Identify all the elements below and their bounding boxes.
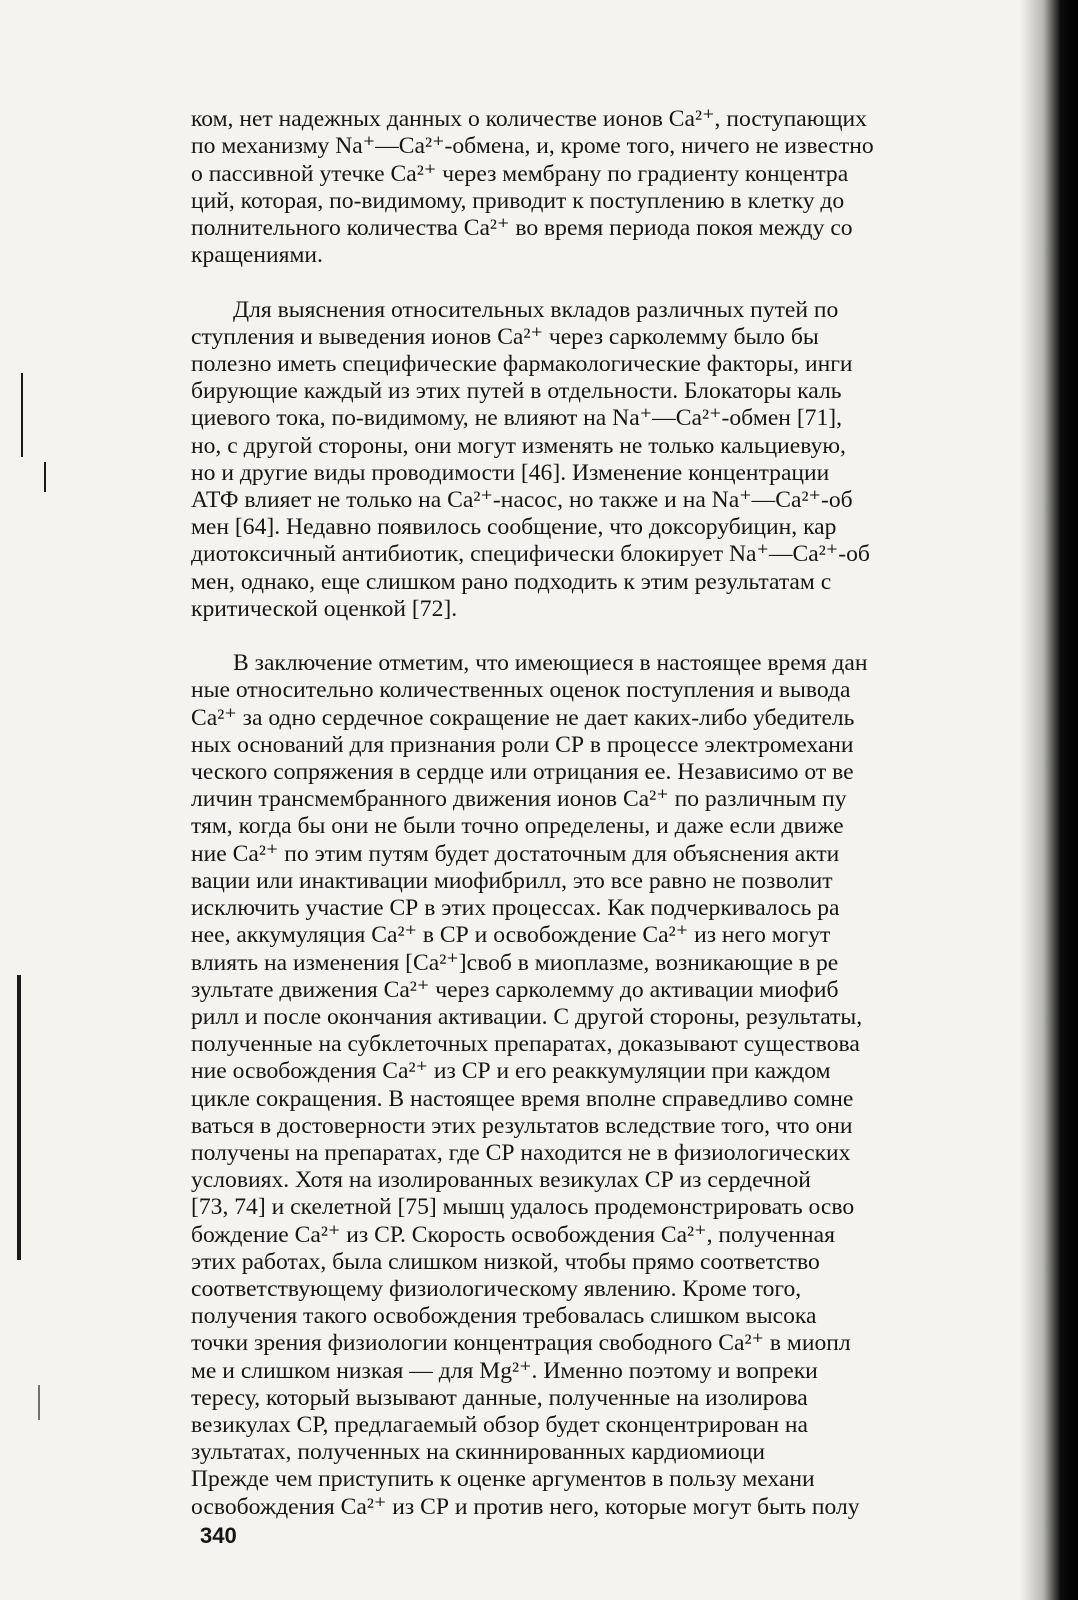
scan-edge-marks: [0, 0, 80, 1600]
body-text: [191, 79, 1015, 1548]
page-number: 340: [200, 1523, 237, 1548]
paragraph-1: ком, нет надежных данных о количестве ионов Ca²⁺, поступающих по механизму Na⁺—Ca²⁺-обмена, и, кроме того, ничего не известно о пассивной утечке Ca²⁺ через мембрану по градиенту концентра ций, которая, по-видимому, приводит к поступлению в клетку до полнительного количества Ca²⁺ во время периода покоя между со кращениями.: [191, 106, 874, 269]
binding-shadow: [1020, 0, 1078, 1600]
paragraph-2: Для выяснения относительных вкладов различных путей по ступления и выведения ионов Ca²⁺ через сарколемму было бы полезно иметь специфические фармакологические факторы, инги бирующие каждый из этих путей в отдельности. Блокаторы каль циевого тока, по-видимому, не влияют на Na⁺—Ca²⁺-обмен [71], но, с другой стороны, они могут изменять не только кальциевую, но и другие виды проводимости [46]. Изменение концентрации АТФ влияет не только на Ca²⁺-насос, но также и на Na⁺—Ca²⁺-об мен [64]. Недавно появилось сообщение, что доксорубицин, кар диотоксичный антибиотик, специфически блокирует Na⁺—Ca²⁺-об мен, однако, еще слишком рано подходить к этим результатам с критической оценкой [72].: [191, 296, 870, 622]
paragraph-3: В заключение отметим, что имеющиеся в настоящее время дан ные относительно количественных оценок поступления и вывода Ca²⁺ за одно сердечное сокращение не дает каких-либо убедитель ных оснований для признания роли СР в процессе электромехани ческого сопряжения в сердце или отрицания ее. Независимо от ве личин трансмембранного движения ионов Ca²⁺ по различным пу тям, когда бы они не были точно определены, и даже если движе ние Ca²⁺ по этим путям будет достаточным для объяснения акти вации или инактивации миофибрилл, это все равно не позволит исключить участие СР в этих процессах. Как подчеркивалось ра нее, аккумуляция Ca²⁺ в СР и освобождение Ca²⁺ из него могут влиять на изменения [Ca²⁺]своб в миоплазме, возникающие в ре зультате движения Ca²⁺ через сарколемму до активации миофиб рилл и после окончания активации. С другой стороны, результаты, полученные на субклеточных препаратах, доказывают существова ние освобождения Ca²⁺ из СР и его реаккумуляции при каждом цикле сокращения. В настоящее время вполне справедливо сомне ваться в достоверности этих результатов вследствие того, что они получены на препаратах, где СР находится не в физиологических условиях. Хотя на изолированных везикулах СР из сердечной [73, 74] и скелетной [75] мышц удалось продемонстрировать осво бождение Ca²⁺ из СР. Скорость освобождения Ca²⁺, полученная этих работах, была слишком низкой, чтобы прямо соответство соответствующему физиологическому явлению. Кроме того, получения такого освобождения требовалась слишком высока точки зрения физиологии концентрация свободного Ca²⁺ в миопл ме и слишком низкая — для Mg²⁺. Именно поэтому и вопреки тересу, который вызывают данные, полученные на изолирова везикулах СР, предлагаемый обзор будет сконцентрирован на зультатах, полученных на скиннированных кардиомиоци Прежде чем приступить к оценке аргументов в пользу механи освобождения Ca²⁺ из СР и против него, которые могут быть полу: [191, 650, 868, 1520]
